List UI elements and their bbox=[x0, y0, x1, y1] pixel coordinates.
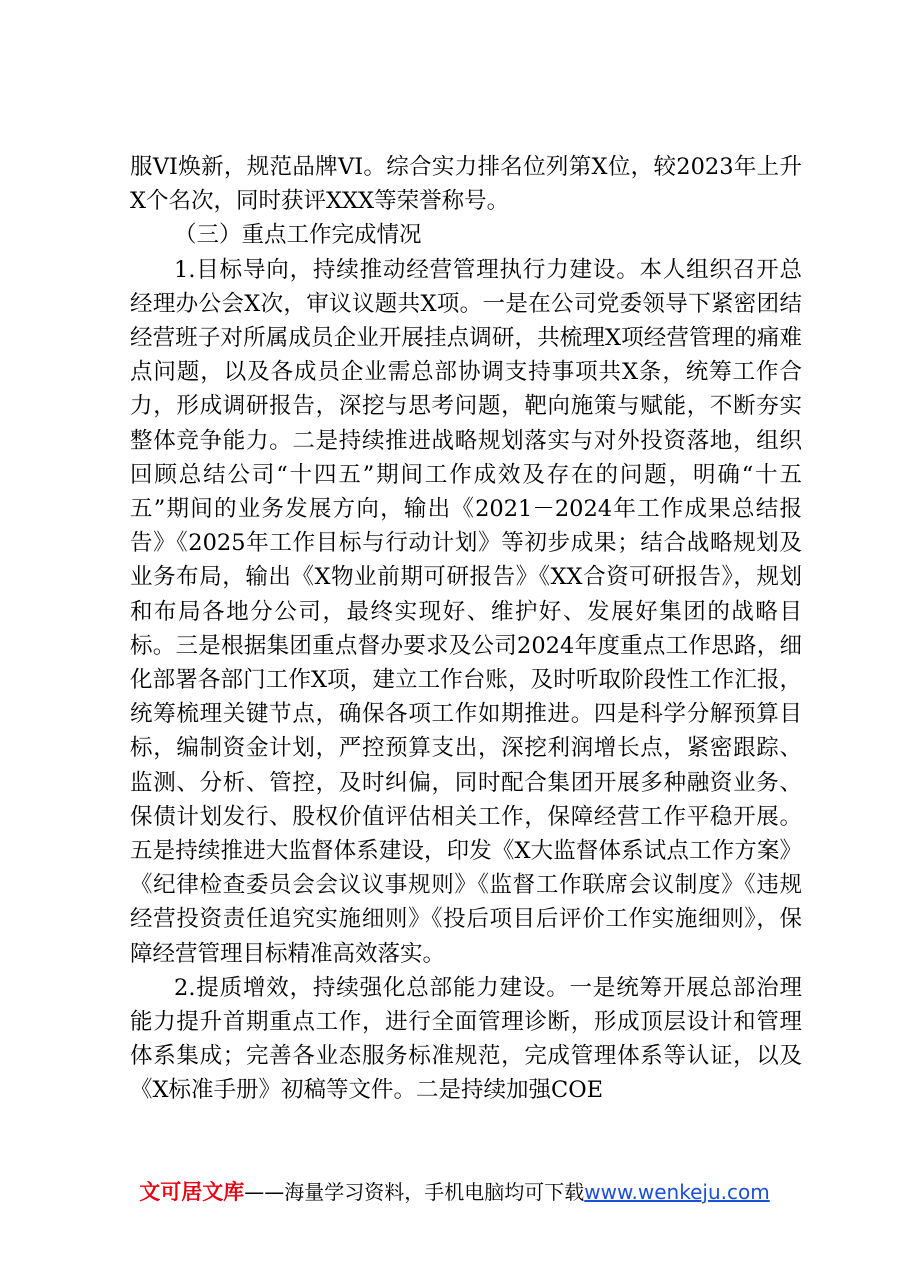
paragraph-continuation: 服VI焕新，规范品牌VI。综合实力排名位列第X位，较2023年上升X个名次，同时获评XXX等荣誉称号。 bbox=[130, 154, 802, 215]
footer-banner bbox=[0, 1178, 909, 1206]
footer-brand: 文可居文库 bbox=[139, 1180, 245, 1204]
section-heading: （三）重点工作完成情况 bbox=[174, 222, 422, 249]
footer-slogan: ——海量学习资料，手机电脑均可下载 bbox=[244, 1180, 585, 1204]
document-body bbox=[130, 150, 802, 1108]
paragraph-item-1: 1.目标导向，持续推动经营管理执行力建设。本人组织召开总经理办公会X次，审议议题共X项。一是在公司党委领导下紧密团结经营班子对所属成员企业开展挂点调研，共梳理X项经营管理的痛难点问题，以及各成员企业需总部协调支持事项共X条，统筹工作合力，形成调研报告，深挖与思考问题，靶向施策与赋能，不断夯实整体竞争能力。二是持续推进战略规划落实与对外投资落地，组织回顾总结公司“十四五”期间工作成效及存在的问题，明确“十五五”期间的业务发展方向，输出《2021－2024年工作成果总结报告》《2025年工作目标与行动计划》等初步成果；结合战略规划及业务布局，输出《X物业前期可研报告》《XX合资可研报告》，规划和布局各地分公司，最终实现好、维护好、发展好集团的战略目标。三是根据集团重点督办要求及公司2024年度重点工作思路，细化部署各部门工作X项，建立工作台账，及时听取阶段性工作汇报，统筹梳理关键节点，确保各项工作如期推进。四是科学分解预算目标，编制资金计划，严控预算支出，深挖利润增长点，紧密跟踪、监测、分析、管控，及时纠偏，同时配合集团开展多种融资业务、保债计划发行、股权价值评估相关工作，保障经营工作平稳开展。五是持续推进大监督体系建设，印发《X大监督体系试点工作方案》《纪律检查委员会会议议事规则》《监督工作联席会议制度》《违规经营投资责任追究实施细则》《投后项目后评价工作实施细则》，保障经营管理目标精准高效落实。 bbox=[130, 256, 802, 967]
paragraph-item-2: 2.提质增效，持续强化总部能力建设。一是统筹开展总部治理能力提升首期重点工作，进行全面管理诊断，形成顶层设计和管理体系集成；完善各业态服务标准规范，完成管理体系等认证，以及《X标准手册》初稿等文件。二是持续加强COE bbox=[130, 974, 802, 1104]
footer-link[interactable]: www.wenkeju.com bbox=[584, 1180, 770, 1204]
